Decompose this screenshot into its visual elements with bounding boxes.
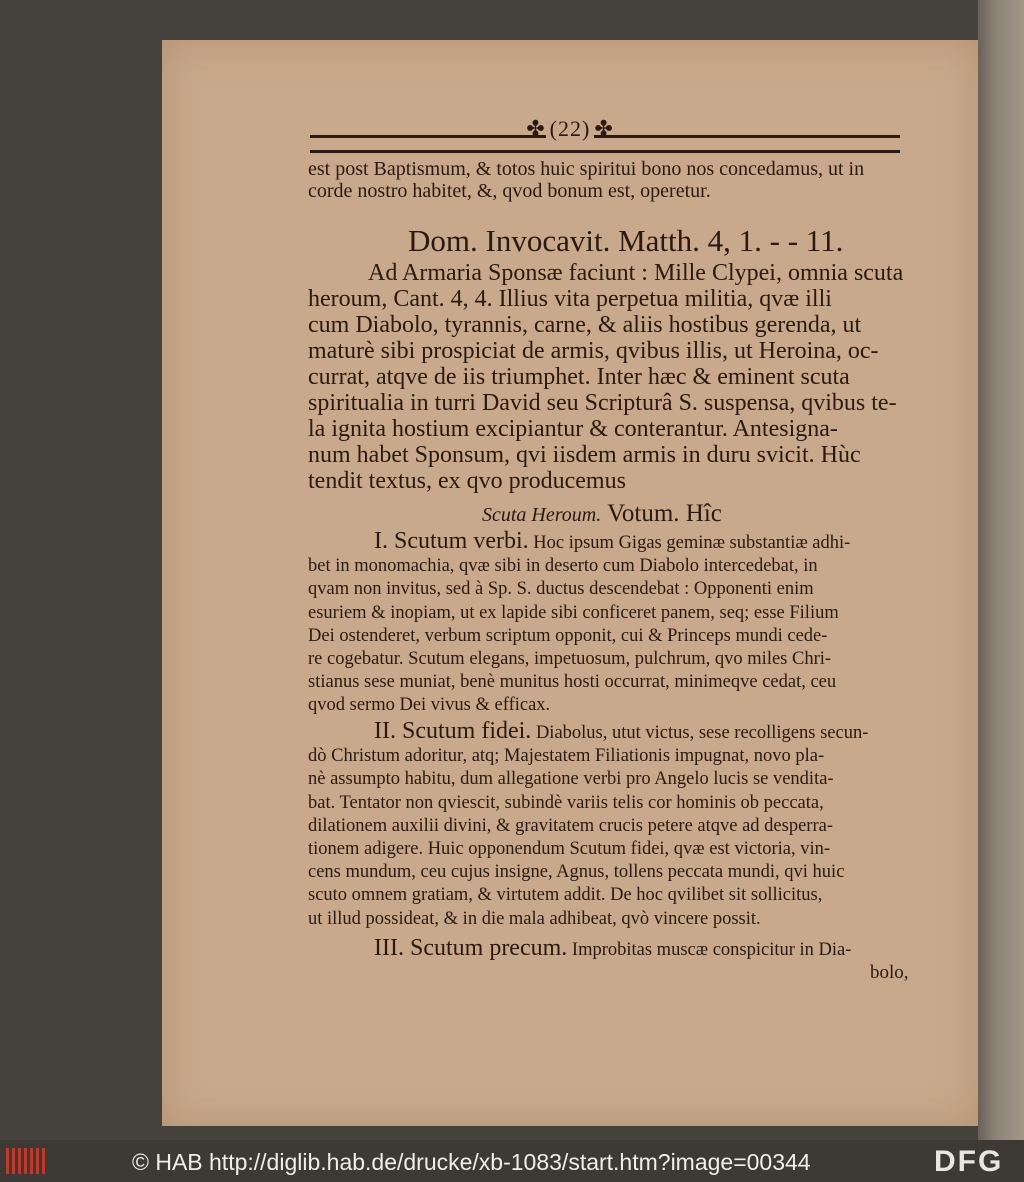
section-line: nè assumpto habitu, dum allegatione verbi pro Angelo lucis se vendita- <box>308 769 834 790</box>
votum-line <box>482 500 722 528</box>
section-line: ut illud possideat, & in die mala adhibeat, qvò vincere possit. <box>308 908 761 929</box>
header-rule-bottom <box>310 150 900 153</box>
dfg-logo: DFG <box>934 1145 1004 1178</box>
adjacent-page-edge <box>978 0 1024 1140</box>
main-line: Ad Armaria Sponsæ faciunt : Mille Clypei, omnia scuta <box>368 260 904 286</box>
section-scutum-fidei <box>308 720 938 931</box>
main-line: currat, atqve de iis triumphet. Inter hæc & eminent scuta <box>308 364 850 390</box>
section-line: scuto omnem gratiam, & virtutem addit. De hoc qvilibet sit sollicitus, <box>308 885 823 906</box>
main-line: la ignita hostium excipiantur & conterantur. Antesigna- <box>308 416 838 442</box>
book-page <box>162 40 978 1126</box>
main-line: tendit textus, ex qvo producemus <box>308 468 626 494</box>
page-number: ✤ (22) ✤ <box>526 116 614 141</box>
section-line: qvod sermo Dei vivus & efficax. <box>308 695 551 716</box>
barcode-icon <box>6 1148 46 1174</box>
main-paragraph <box>308 260 936 494</box>
section-heading: Dom. Invocavit. Matth. 4, 1. - - 11. <box>408 223 844 258</box>
section-line: bet in monomachia, qvæ sibi in deserto cum Diabolo intercedebat, in <box>308 556 818 577</box>
section-label: II. Scutum fidei. <box>374 718 532 744</box>
copyright-link[interactable]: © HAB http://diglib.hab.de/drucke/xb-1083/start.htm?image=00344 <box>132 1149 811 1175</box>
section-line: dò Christum adoritur, atq; Majestatem Filiationis impugnat, novo pla- <box>308 746 825 767</box>
section-label: I. Scutum verbi. <box>374 528 529 554</box>
section-first-line: Improbitas muscæ conspicitur in Dia- <box>571 940 852 960</box>
section-line: esuriem & inopiam, ut ex lapide sibi conficeret panem, seq; esse Filium <box>308 602 839 623</box>
section-line: re cogebatur. Scutum elegans, impetuosum, pulchrum, qvo miles Chri- <box>308 649 832 670</box>
main-line: cum Diabolo, tyrannis, carne, & aliis hostibus gerenda, ut <box>308 312 862 338</box>
footer-bar <box>0 1140 1024 1182</box>
section-line: qvam non invitus, sed à Sp. S. ductus descendebat : Opponenti enim <box>308 579 814 600</box>
main-line: heroum, Cant. 4, 4. Illius vita perpetua militia, qvæ illi <box>308 286 832 312</box>
intro-paragraph <box>308 158 928 202</box>
section-line: bat. Tentator non qviescit, subindè variis telis cor hominis ob peccata, <box>308 792 824 813</box>
section-line: stianus sese muniat, benè munitus hosti occurrat, minimeqve cedat, ceu <box>308 672 837 693</box>
ornament-right: ✤ <box>594 116 614 141</box>
section-line: tionem adigere. Huic opponendum Scutum fidei, qvæ est victoria, vin- <box>308 839 831 860</box>
section-scutum-verbi <box>308 530 938 718</box>
votum-italic: Scuta Heroum. <box>482 504 602 526</box>
section-line: dilationem auxilii divini, & gravitatem crucis petere atqve ad desperra- <box>308 815 834 836</box>
section-first-line: Hoc ipsum Gigas geminæ substantiæ adhi- <box>533 533 851 553</box>
section-line: Dei ostenderet, verbum scriptum opponit, cui & Princeps mundi cede- <box>308 625 828 646</box>
ornament-left: ✤ <box>526 116 546 141</box>
intro-line: est post Baptismum, & totos huic spiritui bono nos concedamus, ut in <box>308 158 865 180</box>
votum-rest: Votum. Hîc <box>607 500 722 527</box>
catchword: bolo, <box>870 962 909 983</box>
section-scutum-precum <box>308 937 938 962</box>
section-first-line: Diabolus, utut victus, sese recolligens secun- <box>535 723 869 743</box>
section-line: cens mundum, ceu cujus insigne, Agnus, tollens peccata mundi, qvi huic <box>308 862 845 883</box>
main-line: spiritualia in turri David seu Scripturâ S. suspensa, qvibus te- <box>308 390 897 416</box>
main-line: num habet Sponsum, qvi iisdem armis in duru svicit. Hùc <box>308 442 861 468</box>
main-line: maturè sibi prospiciat de armis, qvibus illis, ut Heroina, oc- <box>308 338 879 364</box>
intro-line: corde nostro habitet, &, qvod bonum est, operetur. <box>308 180 711 202</box>
section-label: III. Scutum precum. <box>374 935 568 961</box>
